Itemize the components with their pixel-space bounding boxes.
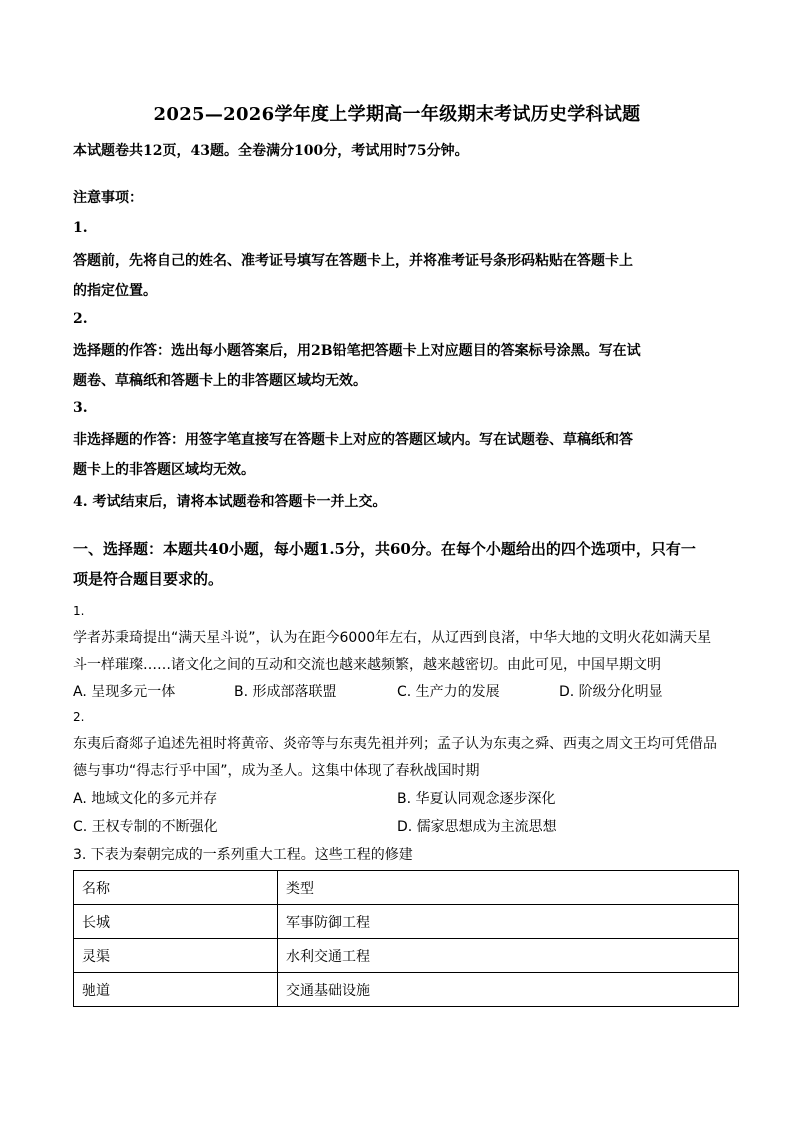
notice-item-text: 的指定位置。	[73, 283, 157, 299]
exam-intro: 本试题卷共12页，43题。全卷满分100分，考试用时75分钟。	[73, 143, 469, 159]
answer-option: A. 地域文化的多元并存	[73, 791, 218, 807]
answer-option: D. 儒家思想成为主流思想	[397, 819, 557, 835]
answer-option: B. 华夏认同观念逐步深化	[397, 791, 556, 807]
question-stem: 学者苏秉琦提出“满天星斗说”，认为在距今6000年左右，从辽西到良渚，中华大地的文明火花如满天星	[73, 630, 712, 646]
answer-option: B. 形成部落联盟	[234, 684, 337, 700]
section-heading: 项是符合题目要求的。	[73, 570, 224, 588]
notice-item-text: 题卷、草稿纸和答题卡上的非答题区域均无效。	[73, 373, 367, 389]
question-stem: 3. 下表为秦朝完成的一系列重大工程。这些工程的修建	[73, 847, 413, 863]
notice-item-text: 4. 考试结束后，请将本试题卷和答题卡一并上交。	[73, 494, 387, 510]
table-header-cell: 类型	[278, 871, 739, 905]
answer-option: A. 呈现多元一体	[73, 684, 176, 700]
question-number: 2.	[73, 710, 85, 724]
table-cell: 长城	[74, 905, 278, 939]
table-header-cell: 名称	[74, 871, 278, 905]
answer-option: C. 生产力的发展	[397, 684, 500, 700]
notice-item-text: 选择题的作答：选出每小题答案后，用2B铅笔把答题卡上对应题目的答案标号涂黑。写在试	[73, 343, 641, 359]
table-row	[74, 939, 739, 973]
notice-item-text: 答题前，先将自己的姓名、准考证号填写在答题卡上，并将准考证号条形码粘贴在答题卡上	[73, 253, 633, 269]
notice-item-text: 题卡上的非答题区域均无效。	[73, 462, 255, 478]
notice-heading: 注意事项：	[73, 190, 143, 206]
projects-table	[73, 870, 739, 1007]
answer-option: C. 王权专制的不断强化	[73, 819, 218, 835]
question-number: 1.	[73, 604, 85, 618]
question-stem: 斗一样璀璨……诸文化之间的互动和交流也越来越频繁，越来越密切。由此可见，中国早期文明	[73, 657, 661, 673]
table-row	[74, 973, 739, 1007]
table-cell: 驰道	[74, 973, 278, 1007]
question-stem: 德与事功“得志行乎中国”，成为圣人。这集中体现了春秋战国时期	[73, 763, 480, 779]
page-title: 2025—2026学年度上学期高一年级期末考试历史学科试题	[153, 104, 641, 125]
table-cell: 交通基础设施	[278, 973, 739, 1007]
notice-item-number: 3.	[73, 400, 88, 416]
table-cell: 水利交通工程	[278, 939, 739, 973]
notice-item-number: 1.	[73, 220, 88, 236]
notice-item-text: 非选择题的作答：用签字笔直接写在答题卡上对应的答题区域内。写在试题卷、草稿纸和答	[73, 432, 633, 448]
answer-option: D. 阶级分化明显	[559, 684, 663, 700]
table-cell: 军事防御工程	[278, 905, 739, 939]
table-header-row	[74, 871, 739, 905]
table-row	[74, 905, 739, 939]
table-cell: 灵渠	[74, 939, 278, 973]
notice-item-number: 2.	[73, 311, 88, 327]
section-heading: 一、选择题：本题共40小题，每小题1.5分，共60分。在每个小题给出的四个选项中，只有一	[73, 540, 696, 558]
question-stem: 东夷后裔郯子追述先祖时将黄帝、炎帝等与东夷先祖并列；孟子认为东夷之舜、西夷之周文王均可凭借品	[73, 736, 717, 752]
